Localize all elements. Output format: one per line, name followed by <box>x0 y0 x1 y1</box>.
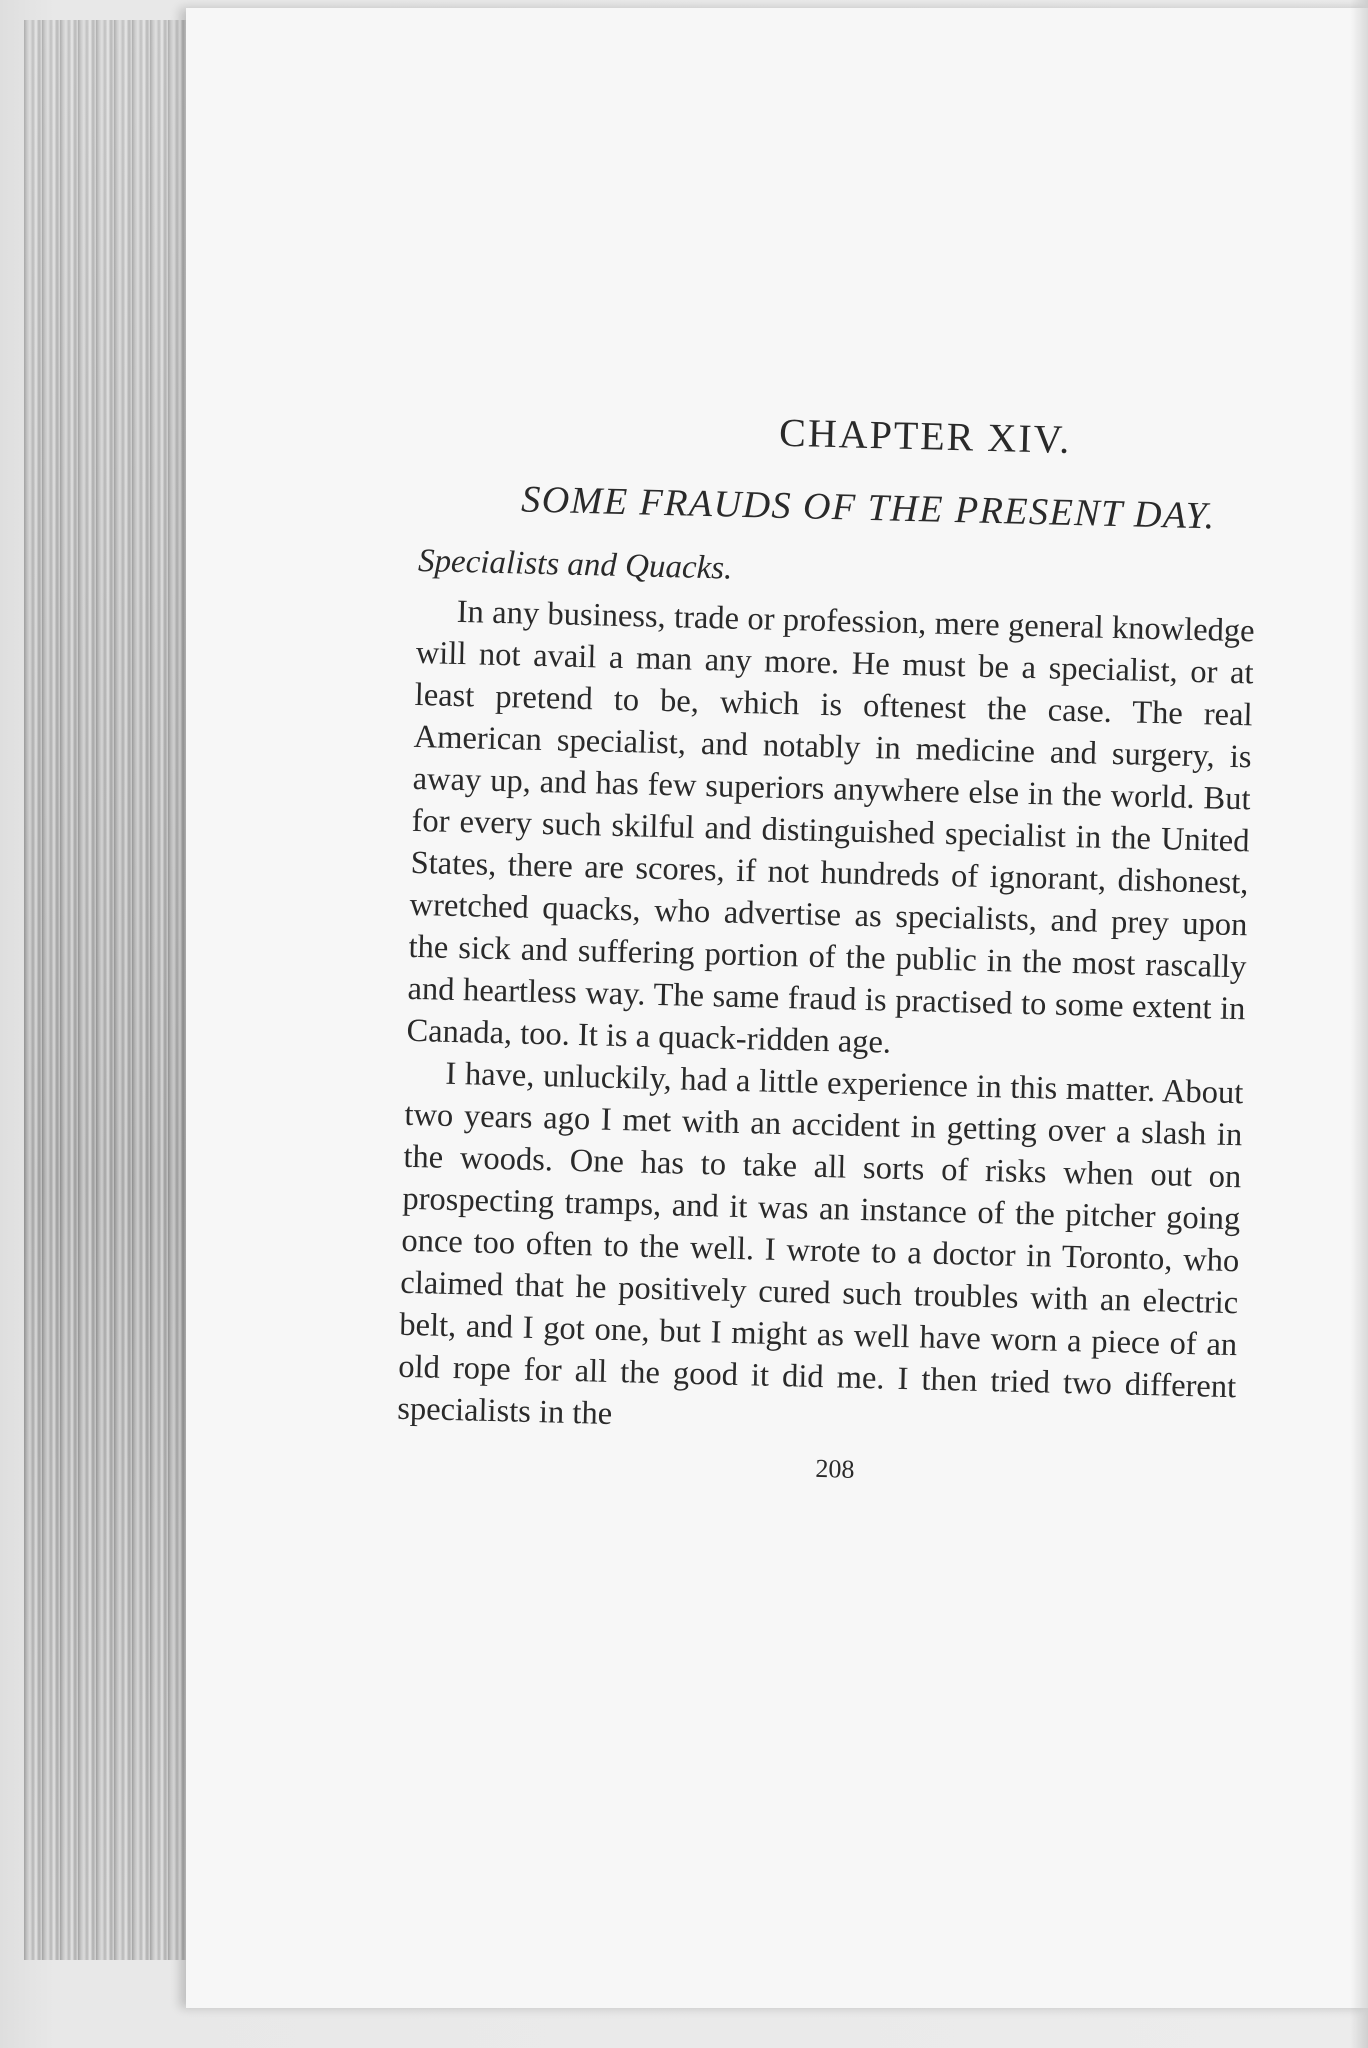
page-shadow <box>1350 0 1368 2048</box>
page-number: 208 <box>815 1453 855 1484</box>
page-text-block <box>396 400 1260 1494</box>
paragraph-2: I have, unluckily, had a little experience in this matter. About two years ago I met with an accident in getting over a slash in the woods. One has to take all sorts of risks when out on prospecting tramps, and it was an instance of the pitcher going once too often to the well. I wrote to a doctor in Toronto, who claimed that he positively cured such troubles with an electric belt, and I got one, but I might as well have worn a piece of an old rope for all the good it did me. I then tried two different specialists in the <box>396 1055 1244 1432</box>
section-heading: Specialists and Quacks. <box>417 542 733 587</box>
chapter-subtitle: SOME FRAUDS OF THE PRESENT DAY. <box>520 478 1217 538</box>
paragraph-1: In any business, trade or profession, mere general knowledge will not avail a man any more. He must be a specialist, or at least pretend to be, which is oftenest the case. The real American specialist, and notably in medicine and surgery, is away up, and has few superiors anywhere else in the world. But for every such skilful and distinguished specialist in the United States, there are scores, if not hundreds of ignorant, dishonest, wretched quacks, who advertise as specialists, and prey upon the sick and suffering portion of the public in the most rascally and heartless way. The same fraud is practised to some extent in Canada, too. It is a quack-ridden age. <box>406 593 1256 1061</box>
chapter-title: CHAPTER XIV. <box>778 409 1072 462</box>
book-page-edges <box>24 20 204 1960</box>
